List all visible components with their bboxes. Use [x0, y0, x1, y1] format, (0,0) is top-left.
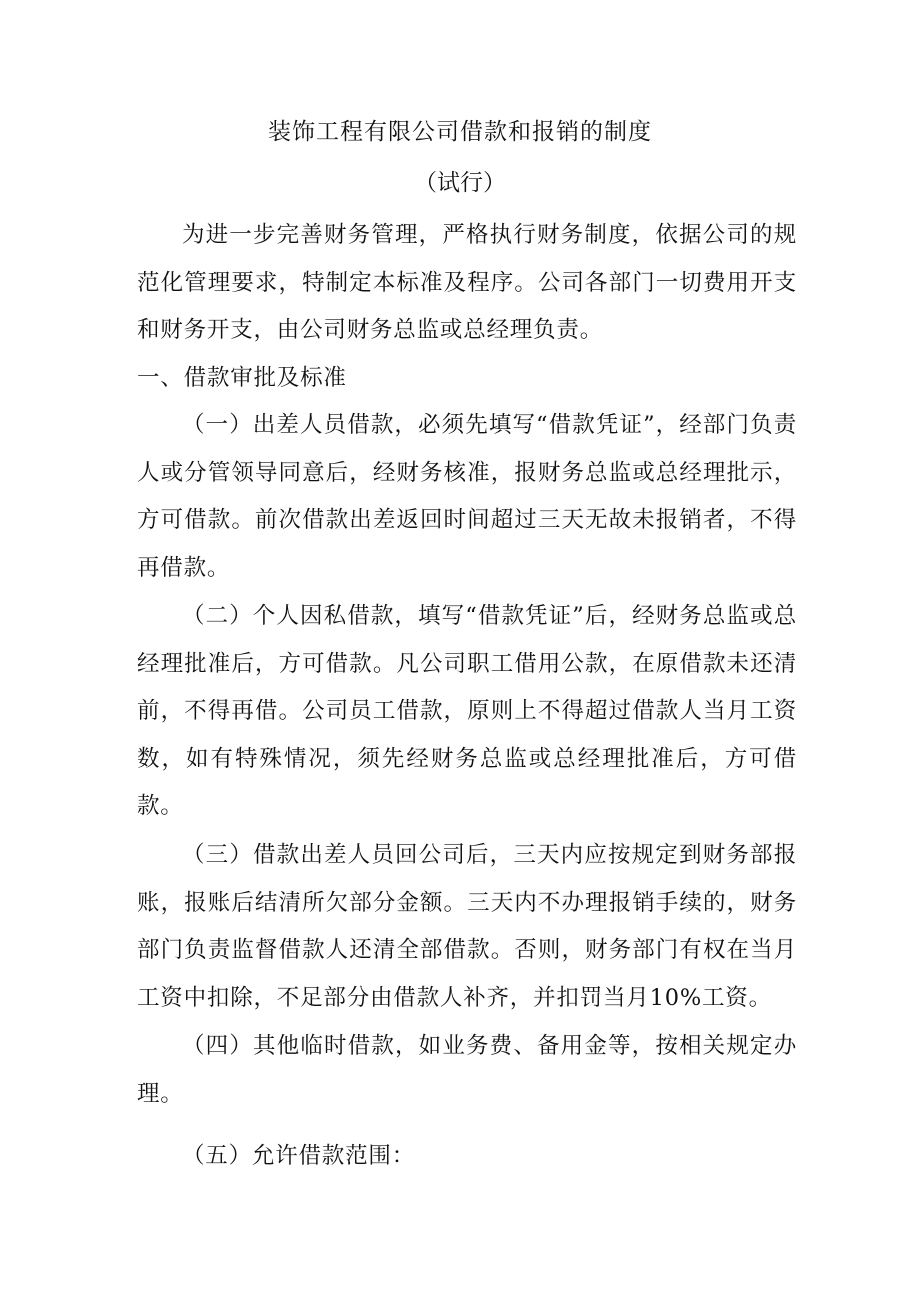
section-heading: 一、借款审批及标准 [137, 365, 347, 391]
clause-1: （一）出差人员借款，必须先填写“借款凭证”，经部门负责人或分管领导同意后，经财务核准，报财务总监或总经理批示，方可借款。前次借款出差返回时间超过三天无故未报销者，不得再借款。 [137, 412, 797, 581]
clause-4: （四）其他临时借款，如业务费、备用金等，按相关规定办理。 [137, 1033, 797, 1107]
intro-paragraph: 为进一步完善财务管理，严格执行财务制度，依据公司的规范化管理要求，特制定本标准及程序。公司各部门一切费用开支和财务开支，由公司财务总监或总经理负责。 [137, 222, 797, 343]
document-title: 装饰工程有限公司借款和报销的制度 [268, 119, 652, 145]
document-subtitle: （试行） [414, 170, 506, 196]
clause-2: （二）个人因私借款，填写“借款凭证”后，经财务总监或总经理批准后，方可借款。凡公司职工借用公款，在原借款未还清前，不得再借。公司员工借款，原则上不得超过借款人当月工资数，如有特殊情况，须先经财务总监或总经理批准后，方可借款。 [137, 603, 797, 819]
clause-3: （三）借款出差人员回公司后，三天内应按规定到财务部报账，报账后结清所欠部分金额。三天内不办理报销手续的，财务部门负责监督借款人还清全部借款。否则，财务部门有权在当月工资中扣除，不足部分由借款人补齐，并扣罚当月10%工资。 [137, 842, 797, 1011]
clause-5: （五）允许借款范围： [182, 1143, 416, 1169]
